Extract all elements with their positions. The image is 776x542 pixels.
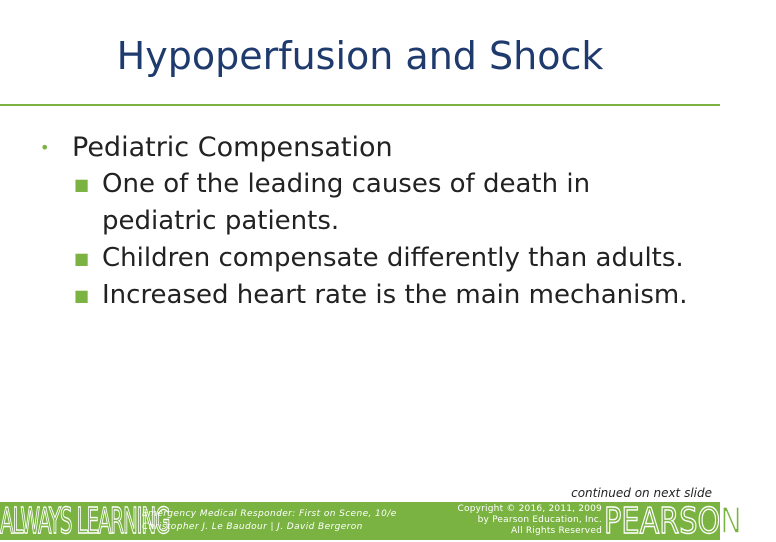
sub-bullet-2 (40, 240, 700, 277)
title-divider (0, 104, 720, 106)
sub-bullet-text: Children compensate differently than adults. (102, 243, 684, 273)
slide-content (40, 130, 700, 314)
sub-bullet-text: Increased heart rate is the main mechanism. (102, 280, 688, 310)
book-authors: Christopher J. Le Baudour | J. David Bergeron (142, 522, 363, 532)
always-learning-logo: ALWAYS LEARNING (0, 501, 170, 542)
square-bullet-icon: ■ (74, 286, 90, 305)
continued-note: continued on next slide (571, 486, 712, 500)
copyright-line: by Pearson Education, Inc. (477, 515, 602, 525)
copyright-line: Copyright © 2016, 2011, 2009 (457, 504, 602, 514)
book-title: Emergency Medical Responder: First on Scene, 10/e (142, 509, 397, 519)
copyright-line: All Rights Reserved (511, 526, 602, 536)
round-bullet-icon: • (40, 138, 50, 157)
bullet-heading: Pediatric Compensation (72, 132, 393, 163)
bullet-level1 (40, 130, 700, 166)
book-citation (142, 508, 397, 534)
sub-bullet-text: One of the leading causes of death in pediatric patients. (102, 169, 591, 236)
square-bullet-icon: ■ (74, 249, 90, 268)
sub-bullet-3 (40, 277, 700, 314)
pearson-logo (604, 501, 742, 542)
pearson-wordmark: PEARSON (604, 501, 742, 542)
slide-title: Hypoperfusion and Shock (116, 34, 604, 78)
sub-bullet-1 (40, 166, 700, 240)
square-bullet-icon: ■ (74, 175, 90, 194)
copyright-notice (438, 504, 602, 537)
footer-bar (0, 501, 742, 542)
